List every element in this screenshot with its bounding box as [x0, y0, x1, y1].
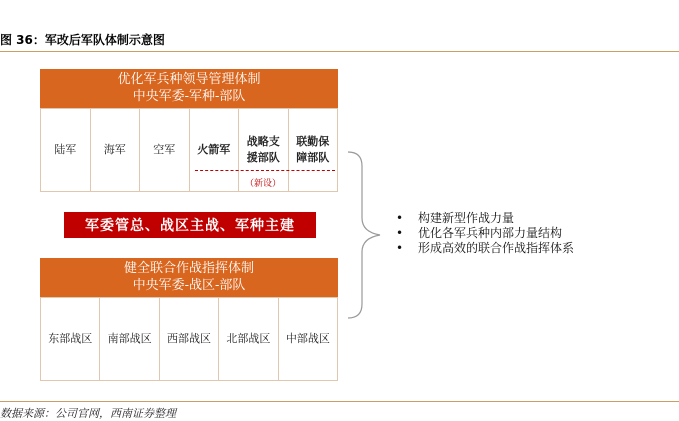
branch-label-line2: 援部队 [246, 151, 280, 164]
outcome-item [396, 241, 574, 256]
branch-label-line2: 障部队 [296, 151, 330, 164]
outcome-text: 形成高效的联合作战指挥体系 [418, 241, 575, 255]
outcome-text: 优化各军兵种内部力量结构 [418, 226, 563, 240]
figure-title: 图 36：军改后军队体制示意图 [0, 33, 165, 47]
bottom-box-header [40, 258, 338, 297]
bottom-divider [0, 401, 679, 402]
theater-label: 中部战区 [285, 332, 330, 345]
branch-label: 海军 [103, 143, 126, 156]
reform-principle-banner: 军委管总、战区主战、军种主建 [64, 212, 316, 238]
branch-label-line1: 战略支 [246, 135, 280, 148]
theater-label: 西部战区 [167, 332, 212, 345]
bottom-box-header-line2: 中央军委-战区-部队 [132, 278, 246, 293]
outcomes-list [396, 211, 574, 256]
top-box-header-line2: 中央军委-军种-部队 [132, 89, 246, 104]
branch-label-line1: 联勤保 [296, 135, 330, 148]
theater-commands-row [40, 297, 338, 381]
branch-cell-navy [91, 109, 141, 191]
theater-cell-eastern [41, 298, 100, 380]
new-units-tag: （新设） [245, 179, 282, 189]
branch-cell-joint-logistics [289, 109, 338, 191]
branch-label: 陆军 [54, 143, 77, 156]
bullet-icon: • [396, 241, 404, 255]
theater-cell-northern [219, 298, 278, 380]
new-units-dashed-line [195, 170, 335, 171]
outcome-text: 构建新型作战力量 [418, 211, 515, 225]
service-branches-row [40, 108, 338, 192]
branch-label: 空军 [153, 143, 176, 156]
branch-cell-rocket-force [190, 109, 240, 191]
branch-cell-army [41, 109, 91, 191]
outcome-item [396, 211, 574, 226]
top-divider [0, 51, 679, 52]
bullet-icon: • [396, 226, 404, 240]
branch-label: 火箭军 [197, 143, 231, 156]
bottom-box-header-line1: 健全联合作战指挥体制 [123, 261, 254, 276]
bullet-icon: • [396, 211, 404, 225]
theater-label: 东部战区 [48, 332, 93, 345]
theater-cell-western [160, 298, 219, 380]
curly-brace-icon [344, 150, 386, 320]
branch-cell-air-force [140, 109, 190, 191]
theater-cell-central [279, 298, 337, 380]
outcome-item [396, 226, 574, 241]
theater-cell-southern [100, 298, 159, 380]
theater-label: 北部战区 [226, 332, 271, 345]
source-note: 数据来源：公司官网，西南证券整理 [0, 407, 176, 420]
top-box-header [40, 69, 338, 108]
theater-label: 南部战区 [107, 332, 152, 345]
top-box-header-line1: 优化军兵种领导管理体制 [117, 72, 261, 87]
